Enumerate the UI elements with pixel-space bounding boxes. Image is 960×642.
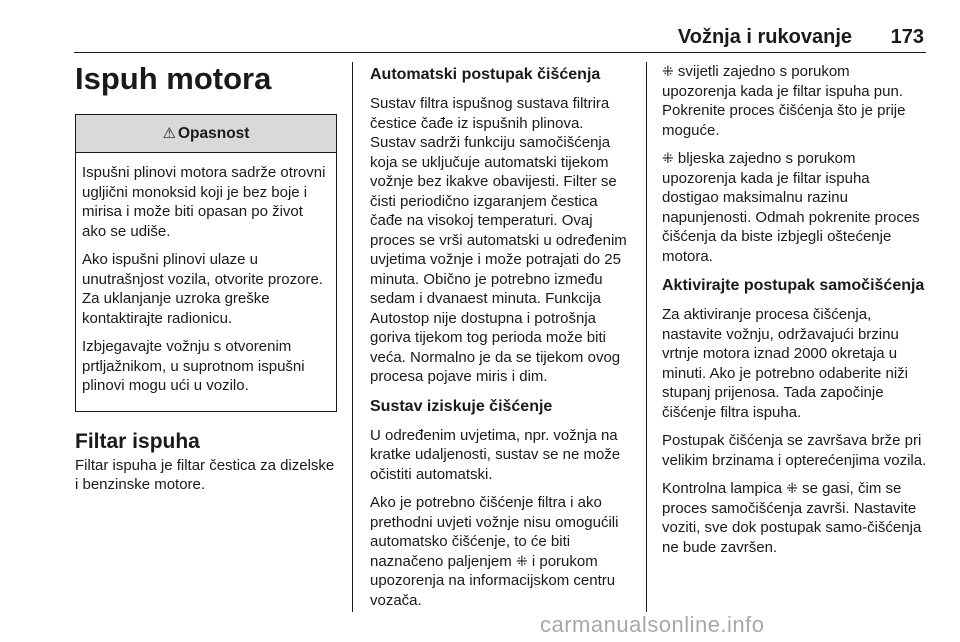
paragraph: Postupak čišćenja se završava brže pri velikim brzinama i opterećenjima vozila. [662, 432, 927, 469]
warning-header [76, 115, 336, 153]
column-1 [75, 62, 337, 504]
paragraph [662, 62, 927, 140]
text-run: Ako je potrebno čišćenje filtra i ako prethodni uvjeti vožnje nisu omogućili automatsko čišćenje, to će biti naznačeno paljenjem [370, 494, 619, 570]
paragraph [662, 479, 927, 557]
column-divider [646, 62, 647, 612]
column-3 [662, 62, 927, 566]
exhaust-filter-icon: ⁜ [515, 552, 528, 569]
warning-box [75, 114, 337, 412]
section-title: Filtar ispuha [75, 429, 200, 453]
column-divider [352, 62, 353, 612]
warning-paragraph: Izbjegavajte vožnju s otvorenim prtljažnikom, u suprotnom ispušni plinovi mogu ući u vozilo. [82, 338, 305, 394]
page-number: 173 [890, 26, 924, 48]
text-run: Kontrolna lampica [662, 480, 783, 497]
paragraph [370, 493, 632, 610]
text-run: i porukom upozorenja na informacijskom centru vozača. [370, 552, 616, 609]
subsection-title: Automatski postupak čišćenja [370, 66, 601, 83]
exhaust-filter-icon: ⁜ [662, 150, 674, 166]
text-run: bljeska zajedno s porukom upozorenja kada je filtar ispuha dostigao maksimalnu razinu napunjenosti. Odmah pokrenite proces čišćenja da biste izbjegli oštećenje motora. [662, 150, 920, 265]
paragraph: Za aktiviranje procesa čišćenja, nastavite vožnju, održavajući brzinu vrtnje motora iznad 2000 okretaja u minuti. Ako je potrebno odaberite niži stupanj prijenosa. Tada započinje čišćenje filtra ispuha. [662, 306, 908, 421]
text-run: se gasi, čim se proces samočišćenja završi. Nastavite voziti, sve dok postupak samo-čišćenja ne bude završen. [662, 480, 922, 556]
section-text: Filtar ispuha je filtar čestica za dizelske i benzinske motore. [75, 456, 335, 493]
watermark: carmanualsonline.info [540, 612, 765, 637]
text-run: svijetli zajedno s porukom upozorenja kada je filtar ispuha pun. Pokrenite proces čišćenja što je prije moguće. [662, 63, 906, 139]
paragraph [662, 149, 927, 266]
subsection-title: Aktivirajte postupak samočišćenja [662, 277, 925, 294]
header-section-title: Vožnja i rukovanje [677, 26, 852, 48]
warning-paragraph: Ispušni plinovi motora sadrže otrovni ugljični monoksid koji je bez boje i mirisa i može biti opasan po život ako se udiše. [82, 164, 326, 240]
paragraph: Sustav filtra ispušnog sustava filtrira čestice čađe iz ispušnih plinova. Sustav sadrži funkciju samočišćenja koja se uključuje automatski tijekom vožnje bez ikakve obavijesti. Filter se čisti periodično izgaranjem čestica čađe na visokoj temperaturi. Ovaj proces se vrši automatski u određenim uvjetima vožnje i može potrajati do 25 minuta. Obično je potrebno između sedam i dvanaest minuta. Funkcija Autostop nije dostupna i potrošnja goriva tijekom tog perioda može biti veća. Normalno je da se tijekom ovog procesa pojave miris i dim. [370, 95, 627, 385]
warning-paragraph: Ako ispušni plinovi ulaze u unutrašnjost vozila, otvorite prozore. Za uklanjanje uzroka greške kontaktirajte radionicu. [82, 251, 323, 327]
page-header [0, 26, 960, 52]
exhaust-filter-icon: ⁜ [786, 480, 798, 496]
column-2 [370, 62, 632, 619]
paragraph: U određenim uvjetima, npr. vožnja na kratke udaljenosti, sustav se ne može očistiti automatski. [370, 426, 621, 483]
header-rule [74, 52, 926, 53]
warning-triangle-icon: ⚠ [162, 125, 176, 142]
warning-title: Opasnost [177, 125, 250, 142]
subsection-title: Sustav iziskuje čišćenje [370, 397, 553, 415]
page-title: Ispuh motora [75, 61, 272, 96]
exhaust-filter-icon: ⁜ [662, 63, 674, 79]
warning-body [76, 153, 336, 411]
